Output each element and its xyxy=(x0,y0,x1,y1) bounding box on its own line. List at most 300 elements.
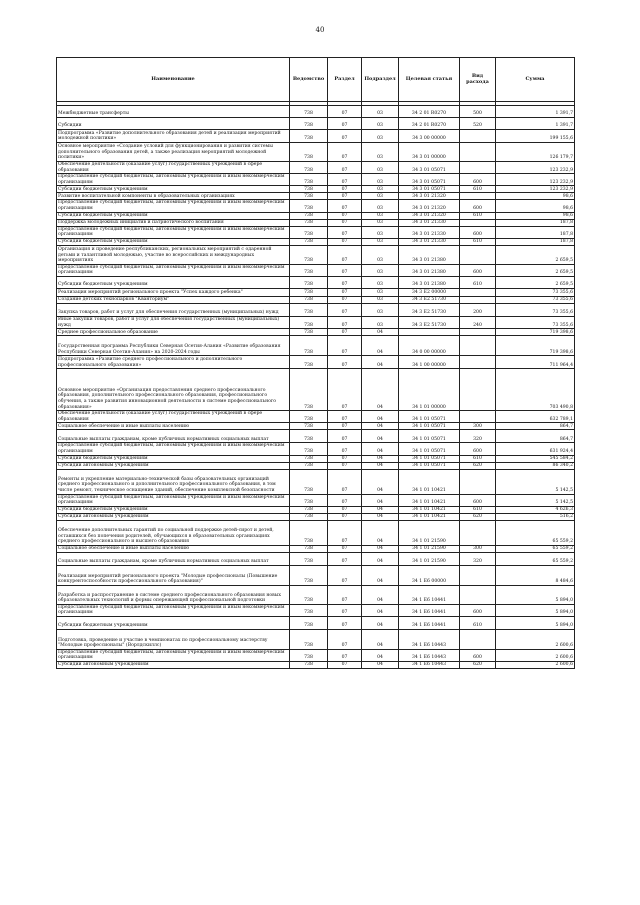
table-row xyxy=(57,130,575,143)
cell-vid: 320 xyxy=(460,552,496,565)
cell-podr: 04 xyxy=(362,629,399,649)
cell-vid: 600 xyxy=(460,174,496,186)
cell-razd: 07 xyxy=(328,130,362,143)
cell-name: Основное мероприятие «Организация предоставления среднего профессионального образования, дополнительного профессионального образования, профессионального обучения, а также развития инновационной деятельности в системе профессионального образования» xyxy=(57,369,290,411)
cell-podr: 03 xyxy=(362,238,399,245)
cell-cel: 34 1 01 10421 xyxy=(399,494,460,506)
cell-podr: 03 xyxy=(362,219,399,226)
cell-sum: 631 924,4 xyxy=(496,443,575,455)
cell-podr: 03 xyxy=(362,106,399,118)
cell-podr: 04 xyxy=(362,336,399,356)
cell-podr: 04 xyxy=(362,430,399,443)
cell-sum: 5 894,0 xyxy=(496,585,575,604)
cell-vid: 600 xyxy=(460,649,496,661)
table-row xyxy=(57,520,575,545)
cell-name: Подпрограмма «Развитие дополнительного образования детей и реализация мероприятий молодежной политики» xyxy=(57,130,290,143)
cell-vid xyxy=(460,336,496,356)
cell-razd: 07 xyxy=(328,329,362,336)
cell-ved: 738 xyxy=(290,552,328,565)
cell-podr: 03 xyxy=(362,226,399,238)
cell-sum: 864,7 xyxy=(496,423,575,430)
cell-cel: 34 3 01 21320 xyxy=(399,212,460,219)
table-row xyxy=(57,369,575,411)
cell-sum: 864,7 xyxy=(496,430,575,443)
cell-sum: 5 142,5 xyxy=(496,469,575,494)
cell-podr: 03 xyxy=(362,264,399,276)
cell-sum: 711 964,4 xyxy=(496,356,575,369)
cell-vid: 610 xyxy=(460,276,496,288)
cell-ved: 738 xyxy=(290,494,328,506)
cell-ved: 738 xyxy=(290,162,328,174)
cell-cel: 34 3 01 05071 xyxy=(399,162,460,174)
table-row xyxy=(57,411,575,423)
cell-razd: 07 xyxy=(328,545,362,552)
cell-podr: 04 xyxy=(362,329,399,336)
cell-podr: 04 xyxy=(362,356,399,369)
cell-razd: 07 xyxy=(328,411,362,423)
cell-podr: 04 xyxy=(362,552,399,565)
cell-name: Субсидии автономным учреждениям xyxy=(57,662,290,669)
table-row xyxy=(57,245,575,264)
table-row xyxy=(57,649,575,661)
cell-name: Субсидии автономным учреждениям xyxy=(57,462,290,469)
cell-cel: 34 1 E6 10443 xyxy=(399,649,460,661)
cell-razd: 07 xyxy=(328,226,362,238)
cell-name: Обеспечение дополнительных гарантий по социальной поддержке детей-сирот и детей, оставшихся без попечения родителей, обучающихся в образовательных организациях среднего профессионального и высшего образования xyxy=(57,520,290,545)
cell-cel: 34 1 01 00000 xyxy=(399,369,460,411)
cell-sum: 86 340,2 xyxy=(496,462,575,469)
cell-name: Подготовка, проведение и участие в чемпионатах по профессиональному мастерству "Молодые профессионалы" (Ворлдскиллс) xyxy=(57,629,290,649)
cell-name: Субсидии бюджетным учреждениям xyxy=(57,506,290,513)
cell-razd: 07 xyxy=(328,143,362,162)
table-row xyxy=(57,238,575,245)
cell-vid: 320 xyxy=(460,430,496,443)
table-row xyxy=(57,629,575,649)
cell-cel: 34 3 01 21330 xyxy=(399,219,460,226)
cell-podr: 04 xyxy=(362,506,399,513)
cell-podr: 03 xyxy=(362,130,399,143)
cell-cel: 34 1 01 05071 xyxy=(399,430,460,443)
table-row xyxy=(57,455,575,462)
cell-name: Предоставление субсидий бюджетным, автономным учреждениям и иным некоммерческим организациям xyxy=(57,174,290,186)
table-row xyxy=(57,288,575,296)
cell-vid xyxy=(460,469,496,494)
cell-razd: 07 xyxy=(328,316,362,328)
cell-ved: 738 xyxy=(290,423,328,430)
cell-razd: 07 xyxy=(328,296,362,303)
cell-name: Среднее профессиональное образование xyxy=(57,329,290,336)
cell-sum: 1 391,7 xyxy=(496,118,575,130)
cell-vid: 240 xyxy=(460,316,496,328)
cell-podr: 03 xyxy=(362,186,399,193)
cell-cel: 34 1 01 05071 xyxy=(399,455,460,462)
cell-ved: 738 xyxy=(290,506,328,513)
cell-razd: 07 xyxy=(328,604,362,616)
table-row xyxy=(57,565,575,585)
cell-cel: 34 3 01 00000 xyxy=(399,143,460,162)
cell-razd: 07 xyxy=(328,288,362,296)
cell-sum: 703 490,8 xyxy=(496,369,575,411)
table-row xyxy=(57,329,575,336)
cell-razd: 07 xyxy=(328,193,362,200)
table-row xyxy=(57,430,575,443)
cell-cel: 34 2 01 R0270 xyxy=(399,118,460,130)
cell-podr: 04 xyxy=(362,545,399,552)
cell-ved: 738 xyxy=(290,469,328,494)
cell-razd: 07 xyxy=(328,219,362,226)
cell-sum: 4 626,3 xyxy=(496,506,575,513)
cell-cel: 34 1 01 21590 xyxy=(399,520,460,545)
cell-podr: 03 xyxy=(362,200,399,212)
table-row xyxy=(57,193,575,200)
cell-sum: 73 355,6 xyxy=(496,288,575,296)
cell-cel: 34 3 01 21320 xyxy=(399,200,460,212)
cell-cel: 34 3 00 00000 xyxy=(399,130,460,143)
cell-podr: 04 xyxy=(362,649,399,661)
cell-podr: 03 xyxy=(362,303,399,316)
cell-sum: 719 398,6 xyxy=(496,336,575,356)
cell-podr: 04 xyxy=(362,369,399,411)
cell-name: Поддержка молодежных инициатив и патриотического воспитания xyxy=(57,219,290,226)
cell-name: Субсидии автономным учреждениям xyxy=(57,513,290,520)
cell-razd: 07 xyxy=(328,303,362,316)
cell-ved: 738 xyxy=(290,629,328,649)
cell-ved: 738 xyxy=(290,443,328,455)
cell-ved: 738 xyxy=(290,238,328,245)
cell-sum: 5 894,0 xyxy=(496,604,575,616)
cell-sum: 2 600,6 xyxy=(496,649,575,661)
cell-podr: 03 xyxy=(362,316,399,328)
cell-name: Предоставление субсидий бюджетным, автономным учреждениям и иным некоммерческим организациям xyxy=(57,226,290,238)
cell-vid: 600 xyxy=(460,604,496,616)
cell-cel: 34 1 E6 10441 xyxy=(399,616,460,629)
cell-podr: 03 xyxy=(362,276,399,288)
cell-sum: 187,8 xyxy=(496,238,575,245)
cell-name: Разработка и распространение в системе среднего профессионального образования новых образовательных технологий и формы опережающей профессиональной подготовки xyxy=(57,585,290,604)
table-row xyxy=(57,296,575,303)
cell-sum: 123 232,9 xyxy=(496,186,575,193)
cell-name: Межбюджетные трансферты xyxy=(57,106,290,118)
cell-name: Предоставление субсидий бюджетным, автономным учреждениям и иным некоммерческим организациям xyxy=(57,604,290,616)
cell-razd: 07 xyxy=(328,336,362,356)
table-header-row xyxy=(57,58,575,102)
cell-cel: 34 3 01 21380 xyxy=(399,264,460,276)
table-row xyxy=(57,443,575,455)
header-sum: Сумма xyxy=(496,58,575,102)
cell-vid: 600 xyxy=(460,200,496,212)
cell-podr: 03 xyxy=(362,118,399,130)
cell-name: Социальные выплаты гражданам, кроме публичных нормативных социальных выплат xyxy=(57,430,290,443)
cell-podr: 03 xyxy=(362,174,399,186)
cell-cel: 34 1 E6 00000 xyxy=(399,565,460,585)
header-podr: Подраздел xyxy=(362,58,399,102)
cell-ved: 738 xyxy=(290,604,328,616)
table-row xyxy=(57,423,575,430)
cell-razd: 07 xyxy=(328,494,362,506)
cell-ved: 738 xyxy=(290,462,328,469)
cell-sum: 73 355,6 xyxy=(496,296,575,303)
cell-cel: 34 3 E2 00000 xyxy=(399,288,460,296)
cell-vid: 600 xyxy=(460,494,496,506)
table-row xyxy=(57,585,575,604)
cell-name: Предоставление субсидий бюджетным, автономным учреждениям и иным некоммерческим организациям xyxy=(57,200,290,212)
cell-sum: 123 232,9 xyxy=(496,174,575,186)
page-number: 40 xyxy=(315,26,325,34)
cell-razd: 07 xyxy=(328,174,362,186)
cell-name: Реализация мероприятий регионального проекта "Успех каждого ребенка" xyxy=(57,288,290,296)
table-row xyxy=(57,106,575,118)
cell-razd: 07 xyxy=(328,430,362,443)
cell-ved: 738 xyxy=(290,245,328,264)
cell-sum: 98,6 xyxy=(496,212,575,219)
cell-vid xyxy=(460,288,496,296)
cell-ved: 738 xyxy=(290,455,328,462)
table-row xyxy=(57,336,575,356)
table-row xyxy=(57,552,575,565)
cell-ved: 738 xyxy=(290,585,328,604)
cell-name: Социальное обеспечение и иные выплаты населению xyxy=(57,423,290,430)
cell-vid: 620 xyxy=(460,462,496,469)
cell-sum: 2 659,5 xyxy=(496,245,575,264)
cell-name: Обеспечение деятельности (оказание услуг) государственных учреждений в сфере образования xyxy=(57,162,290,174)
cell-ved: 738 xyxy=(290,143,328,162)
table-row xyxy=(57,303,575,316)
cell-sum: 73 355,6 xyxy=(496,303,575,316)
cell-razd: 07 xyxy=(328,200,362,212)
cell-vid: 520 xyxy=(460,118,496,130)
cell-vid xyxy=(460,356,496,369)
table-row xyxy=(57,356,575,369)
cell-cel: 34 1 E6 10443 xyxy=(399,662,460,669)
cell-ved: 738 xyxy=(290,186,328,193)
cell-razd: 07 xyxy=(328,462,362,469)
cell-sum: 1 391,7 xyxy=(496,106,575,118)
cell-cel: 34 1 E6 10441 xyxy=(399,604,460,616)
cell-razd: 07 xyxy=(328,443,362,455)
table-row xyxy=(57,604,575,616)
cell-vid xyxy=(460,565,496,585)
cell-name: Организация и проведение республиканских, региональных мероприятий с одаренной детьми и талантливой молодежью, участие во всероссийских и международных мероприятиях xyxy=(57,245,290,264)
cell-sum: 98,6 xyxy=(496,193,575,200)
cell-name: Развитие воспитательной компоненты в образовательных организациях xyxy=(57,193,290,200)
table-row xyxy=(57,506,575,513)
cell-vid: 610 xyxy=(460,506,496,513)
cell-cel: 34 0 00 00000 xyxy=(399,336,460,356)
cell-cel: 34 1 01 21590 xyxy=(399,552,460,565)
cell-ved: 738 xyxy=(290,662,328,669)
table-row xyxy=(57,118,575,130)
cell-cel: 34 1 01 10421 xyxy=(399,506,460,513)
cell-podr: 04 xyxy=(362,462,399,469)
table-row xyxy=(57,264,575,276)
cell-name: Субсидии бюджетным учреждениям xyxy=(57,276,290,288)
cell-razd: 07 xyxy=(328,106,362,118)
cell-ved: 738 xyxy=(290,356,328,369)
cell-ved: 738 xyxy=(290,276,328,288)
cell-vid xyxy=(460,329,496,336)
table-row xyxy=(57,162,575,174)
cell-podr: 03 xyxy=(362,288,399,296)
cell-ved: 738 xyxy=(290,296,328,303)
cell-cel: 34 3 E2 51730 xyxy=(399,296,460,303)
cell-razd: 07 xyxy=(328,238,362,245)
cell-name: Социальное обеспечение и иные выплаты населению xyxy=(57,545,290,552)
cell-podr: 03 xyxy=(362,245,399,264)
cell-cel: 34 1 01 21590 xyxy=(399,545,460,552)
cell-name: Субсидии бюджетным учреждениям xyxy=(57,455,290,462)
header-name: Наименование xyxy=(57,58,290,102)
cell-razd: 07 xyxy=(328,649,362,661)
cell-podr: 04 xyxy=(362,423,399,430)
cell-podr: 04 xyxy=(362,411,399,423)
cell-ved: 738 xyxy=(290,212,328,219)
cell-podr: 04 xyxy=(362,455,399,462)
cell-razd: 07 xyxy=(328,186,362,193)
cell-ved: 738 xyxy=(290,545,328,552)
cell-podr: 03 xyxy=(362,212,399,219)
cell-sum: 123 232,9 xyxy=(496,162,575,174)
cell-razd: 07 xyxy=(328,118,362,130)
cell-podr: 04 xyxy=(362,443,399,455)
cell-cel: 34 3 E2 51730 xyxy=(399,316,460,328)
cell-ved: 738 xyxy=(290,520,328,545)
cell-sum: 2 659,5 xyxy=(496,276,575,288)
cell-vid: 200 xyxy=(460,303,496,316)
cell-vid: 300 xyxy=(460,423,496,430)
cell-vid xyxy=(460,369,496,411)
cell-sum: 8 484,6 xyxy=(496,565,575,585)
cell-podr: 03 xyxy=(362,296,399,303)
cell-name: Субсидии бюджетным учреждениям xyxy=(57,238,290,245)
cell-razd: 07 xyxy=(328,616,362,629)
cell-name: Субсидии xyxy=(57,118,290,130)
cell-podr: 04 xyxy=(362,469,399,494)
cell-ved: 738 xyxy=(290,329,328,336)
cell-razd: 07 xyxy=(328,629,362,649)
cell-ved: 738 xyxy=(290,174,328,186)
cell-vid xyxy=(460,162,496,174)
cell-razd: 07 xyxy=(328,520,362,545)
cell-name: Основное мероприятие «Создание условий для функционирования и развития системы дополнительного образования детей, а также реализация мероприятий молодежной политики» xyxy=(57,143,290,162)
cell-cel: 34 3 01 05071 xyxy=(399,186,460,193)
cell-podr: 03 xyxy=(362,143,399,162)
cell-vid xyxy=(460,411,496,423)
table-row xyxy=(57,469,575,494)
cell-razd: 07 xyxy=(328,469,362,494)
cell-ved: 738 xyxy=(290,264,328,276)
cell-ved: 738 xyxy=(290,649,328,661)
cell-vid: 300 xyxy=(460,545,496,552)
cell-vid: 600 xyxy=(460,264,496,276)
cell-sum: 65 559,2 xyxy=(496,552,575,565)
cell-cel xyxy=(399,329,460,336)
cell-razd: 07 xyxy=(328,423,362,430)
cell-name: Предоставление субсидий бюджетным, автономным учреждениям и иным некоммерческим организациям xyxy=(57,494,290,506)
cell-vid xyxy=(460,520,496,545)
budget-table xyxy=(56,57,575,669)
cell-razd: 07 xyxy=(328,552,362,565)
cell-ved: 738 xyxy=(290,430,328,443)
cell-ved: 738 xyxy=(290,193,328,200)
cell-cel: 34 3 E2 51730 xyxy=(399,303,460,316)
cell-sum: 2 659,5 xyxy=(496,264,575,276)
table-row xyxy=(57,212,575,219)
cell-ved: 738 xyxy=(290,616,328,629)
table-row xyxy=(57,143,575,162)
cell-sum: 187,8 xyxy=(496,226,575,238)
header-cel: Целевая статья xyxy=(399,58,460,102)
cell-cel: 34 1 01 05071 xyxy=(399,443,460,455)
table-body xyxy=(57,102,575,669)
cell-vid: 610 xyxy=(460,212,496,219)
cell-ved: 738 xyxy=(290,106,328,118)
cell-razd: 07 xyxy=(328,662,362,669)
cell-ved: 738 xyxy=(290,336,328,356)
cell-vid: 610 xyxy=(460,616,496,629)
cell-razd: 07 xyxy=(328,264,362,276)
cell-sum: 516,2 xyxy=(496,513,575,520)
cell-name: Государственная программа Республики Северная Осетия-Алания «Развитие образования Республики Северная Осетия-Алания» на 2020-2024 годы xyxy=(57,336,290,356)
cell-cel: 34 1 01 10421 xyxy=(399,469,460,494)
cell-sum: 65 559,2 xyxy=(496,545,575,552)
cell-sum: 2 600,6 xyxy=(496,662,575,669)
cell-vid xyxy=(460,585,496,604)
cell-ved: 738 xyxy=(290,130,328,143)
cell-name: Субсидии бюджетным учреждениям xyxy=(57,212,290,219)
cell-cel: 34 1 00 00000 xyxy=(399,356,460,369)
cell-vid: 610 xyxy=(460,455,496,462)
cell-cel: 34 1 01 10421 xyxy=(399,513,460,520)
cell-sum: 719 398,6 xyxy=(496,329,575,336)
header-ved: Ведомство xyxy=(290,58,328,102)
cell-cel: 34 3 01 21380 xyxy=(399,245,460,264)
cell-ved: 738 xyxy=(290,200,328,212)
cell-vid xyxy=(460,143,496,162)
cell-sum: 2 600,6 xyxy=(496,629,575,649)
cell-razd: 07 xyxy=(328,513,362,520)
cell-razd: 07 xyxy=(328,356,362,369)
cell-vid: 610 xyxy=(460,186,496,193)
cell-name: Социальные выплаты гражданам, кроме публичных нормативных социальных выплат xyxy=(57,552,290,565)
header-vid: Вид расхода xyxy=(460,58,496,102)
cell-ved: 738 xyxy=(290,226,328,238)
cell-sum: 98,6 xyxy=(496,200,575,212)
table-row xyxy=(57,174,575,186)
cell-name: Подпрограмма «Развитие среднего профессионального и дополнительного профессионального образования» xyxy=(57,356,290,369)
cell-cel: 34 1 01 05071 xyxy=(399,462,460,469)
cell-razd: 07 xyxy=(328,506,362,513)
cell-razd: 07 xyxy=(328,276,362,288)
cell-name: Иные закупки товаров, работ и услуг для обеспечения государственных (муниципальных) нужд xyxy=(57,316,290,328)
cell-sum: 65 559,2 xyxy=(496,520,575,545)
table-row xyxy=(57,186,575,193)
cell-podr: 04 xyxy=(362,604,399,616)
cell-name: Создание детских технопарков "Кванториум" xyxy=(57,296,290,303)
cell-ved: 738 xyxy=(290,303,328,316)
cell-razd: 07 xyxy=(328,162,362,174)
cell-name: Обеспечение деятельности (оказание услуг) государственных учреждений в сфере образования xyxy=(57,411,290,423)
cell-cel: 34 1 E6 10441 xyxy=(399,585,460,604)
cell-vid: 600 xyxy=(460,443,496,455)
cell-vid xyxy=(460,245,496,264)
cell-ved: 738 xyxy=(290,118,328,130)
cell-vid xyxy=(460,130,496,143)
cell-ved: 738 xyxy=(290,411,328,423)
table-row xyxy=(57,226,575,238)
cell-razd: 07 xyxy=(328,455,362,462)
cell-cel: 34 1 E6 10443 xyxy=(399,629,460,649)
table-row xyxy=(57,662,575,669)
